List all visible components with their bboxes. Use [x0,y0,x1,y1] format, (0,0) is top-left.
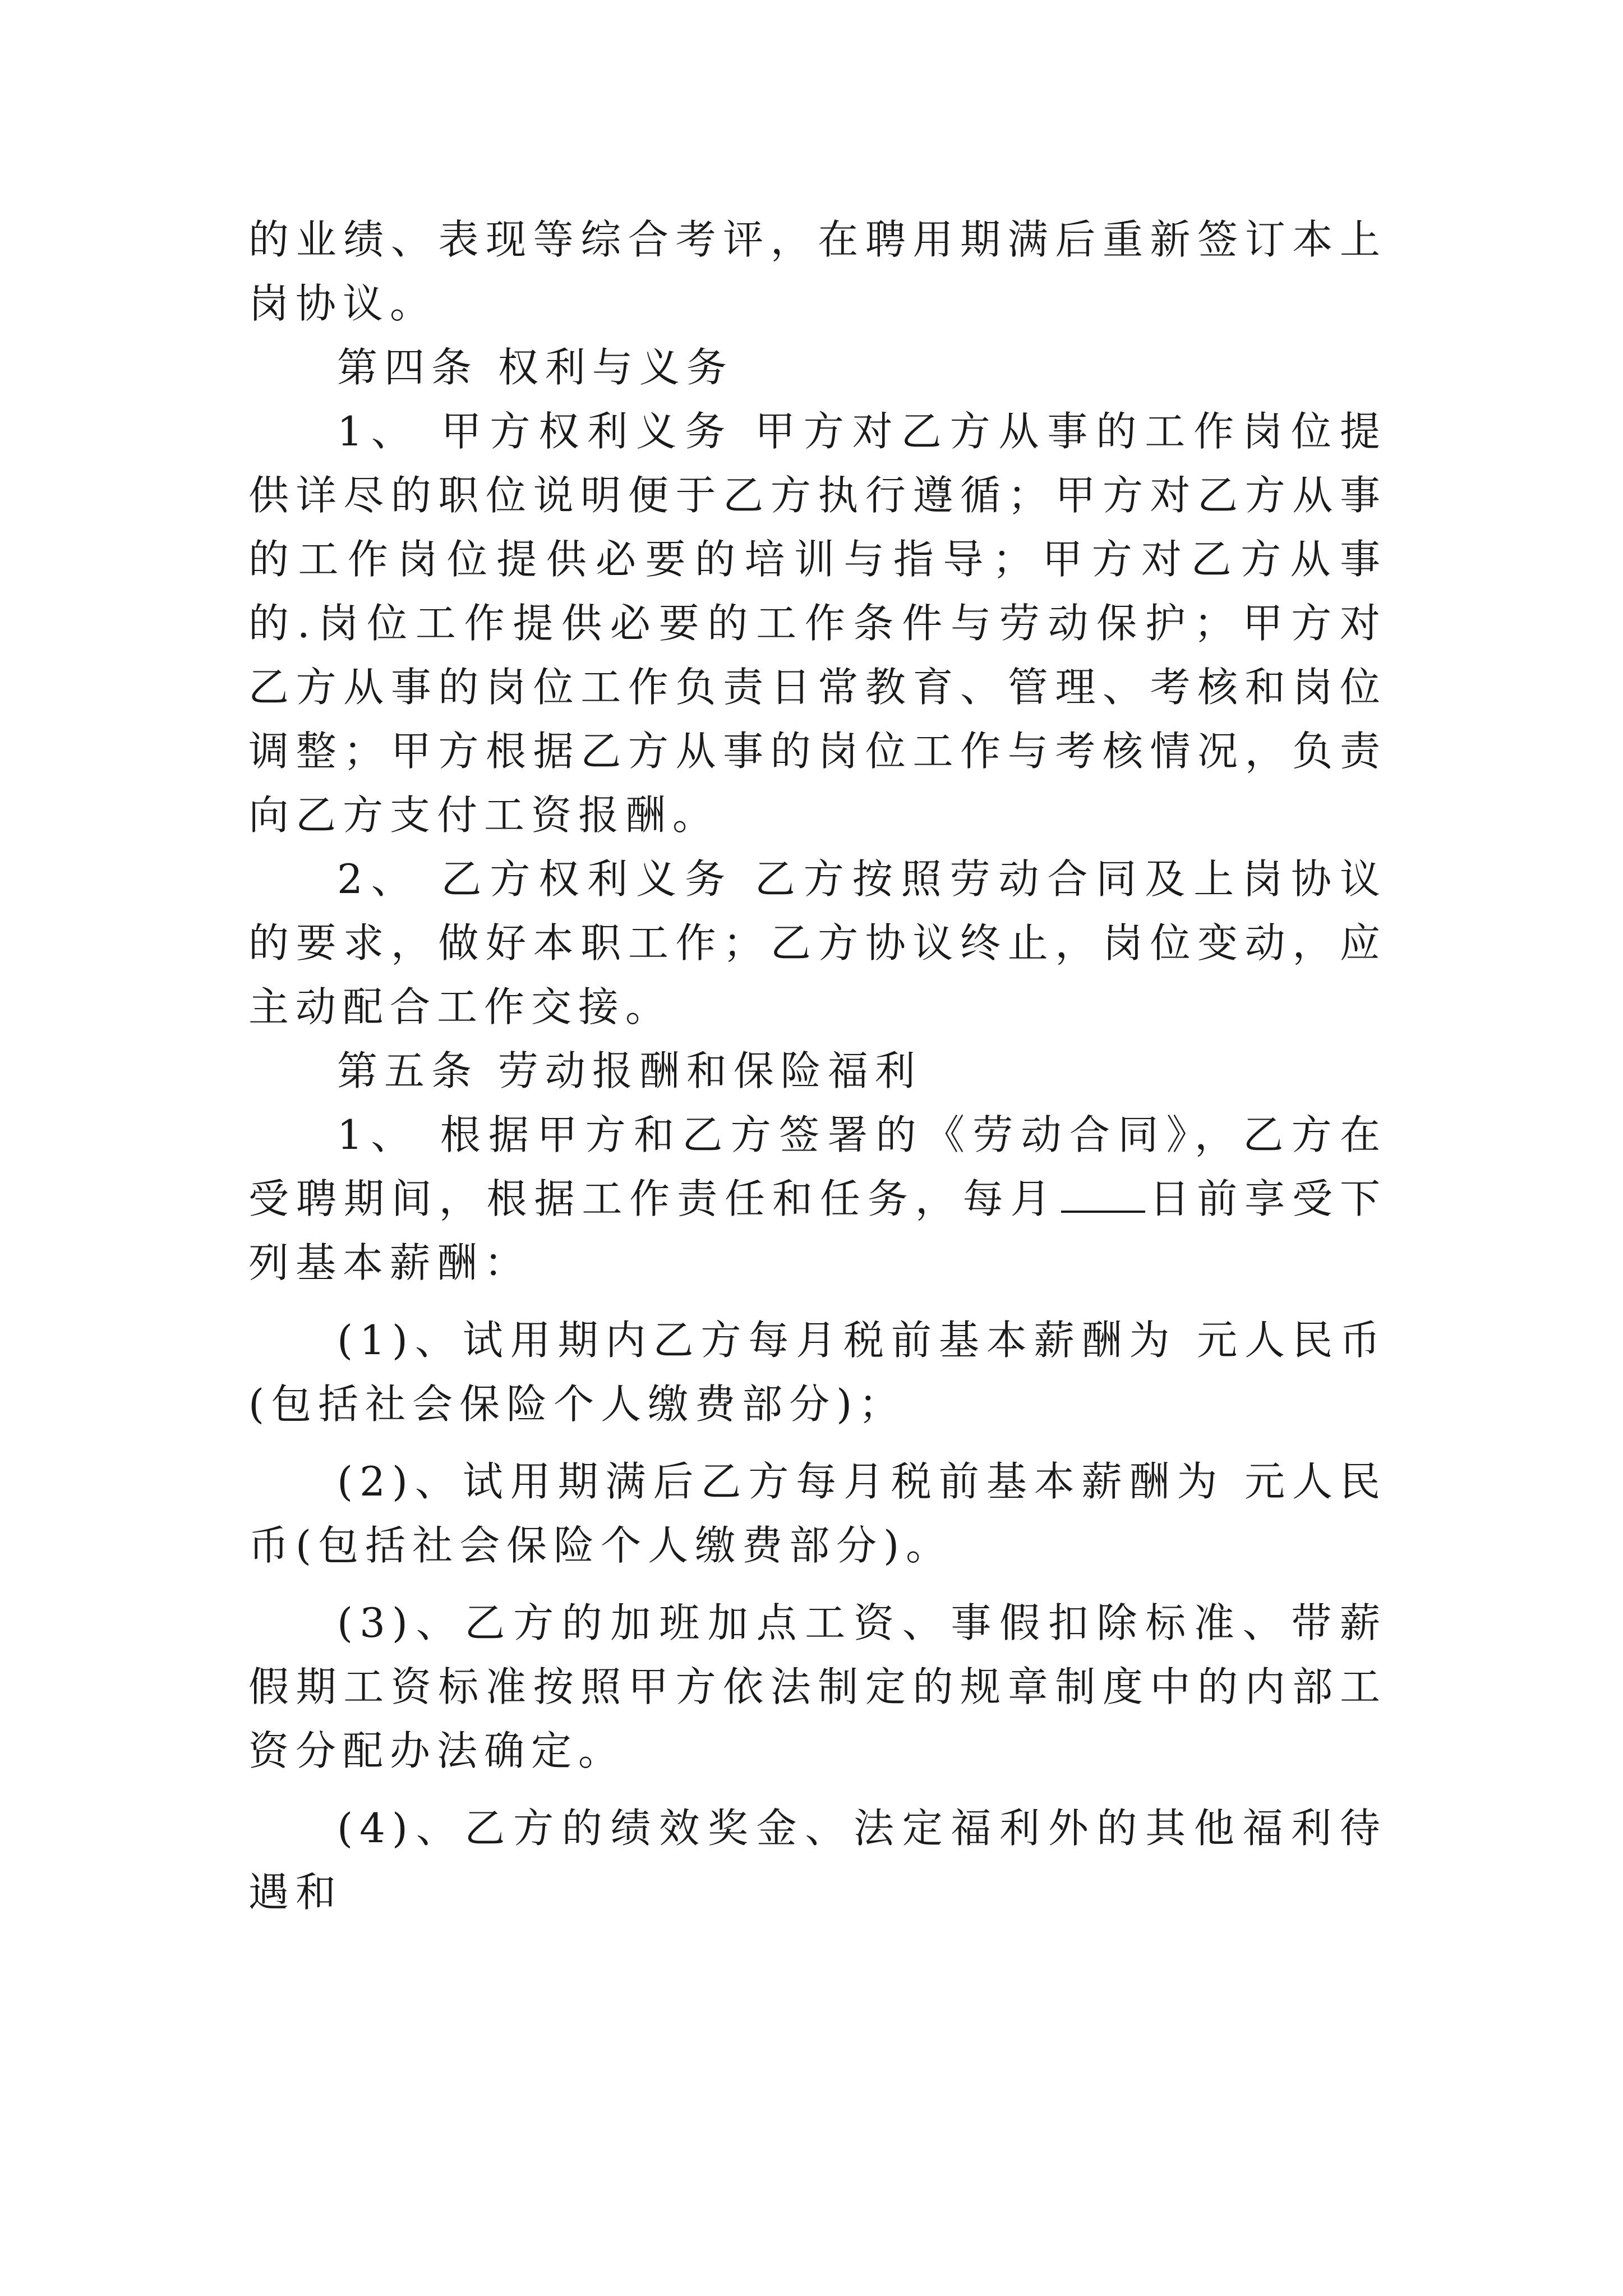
article-4-clause-1: 1、 甲方权利义务 甲方对乙方从事的工作岗位提供详尽的职位说明便于乙方执行遵循；甲方对乙方从事的工作岗位提供必要的培训与指导；甲方对乙方从事的.岗位工作提供必要的工作条件与劳动保护；甲方对乙方从事的岗位工作负责日常教育、管理、考核和岗位调整；甲方根据乙方从事的岗位工作与考核情况，负责向乙方支付工资报酬。 [248,408,1387,839]
clause-1-text-after-blank: 日前享受下列基本薪酬： [248,1175,1387,1286]
article-5-heading: 第五条 劳动报酬和保险福利 [337,1047,922,1094]
date-blank-field [1061,1177,1145,1213]
article-4-heading: 第四条 权利与义务 [337,344,734,391]
salary-item-2: (2)、试用期满后乙方每月税前基本薪酬为 元人民币(包括社会保险个人缴费部分)。 [248,1458,1387,1569]
salary-item-1: (1)、试用期内乙方每月税前基本薪酬为 元人民币(包括社会保险个人缴费部分)； [248,1317,1387,1428]
salary-item-4: (4)、乙方的绩效奖金、法定福利外的其他福利待遇和 [248,1805,1387,1916]
clause-1-text-before-blank: 1、 根据甲方和乙方签署的《劳动合同》，乙方在受聘期间，根据工作责任和任务，每月 [248,1111,1387,1222]
salary-item-3: (3)、乙方的加班加点工资、事假扣除标准、带薪假期工资标准按照甲方依法制定的规章制度中的内部工资分配办法确定。 [248,1599,1387,1774]
document-body [248,208,1387,1924]
article-4-clause-2: 2、 乙方权利义务 乙方按照劳动合同及上岗协议的要求，做好本职工作；乙方协议终止，岗位变动，应主动配合工作交接。 [248,855,1387,1030]
paragraph-continuation: 的业绩、表现等综合考评，在聘用期满后重新签订本上岗协议。 [248,216,1387,327]
article-5-clause-1 [248,1103,1387,1295]
